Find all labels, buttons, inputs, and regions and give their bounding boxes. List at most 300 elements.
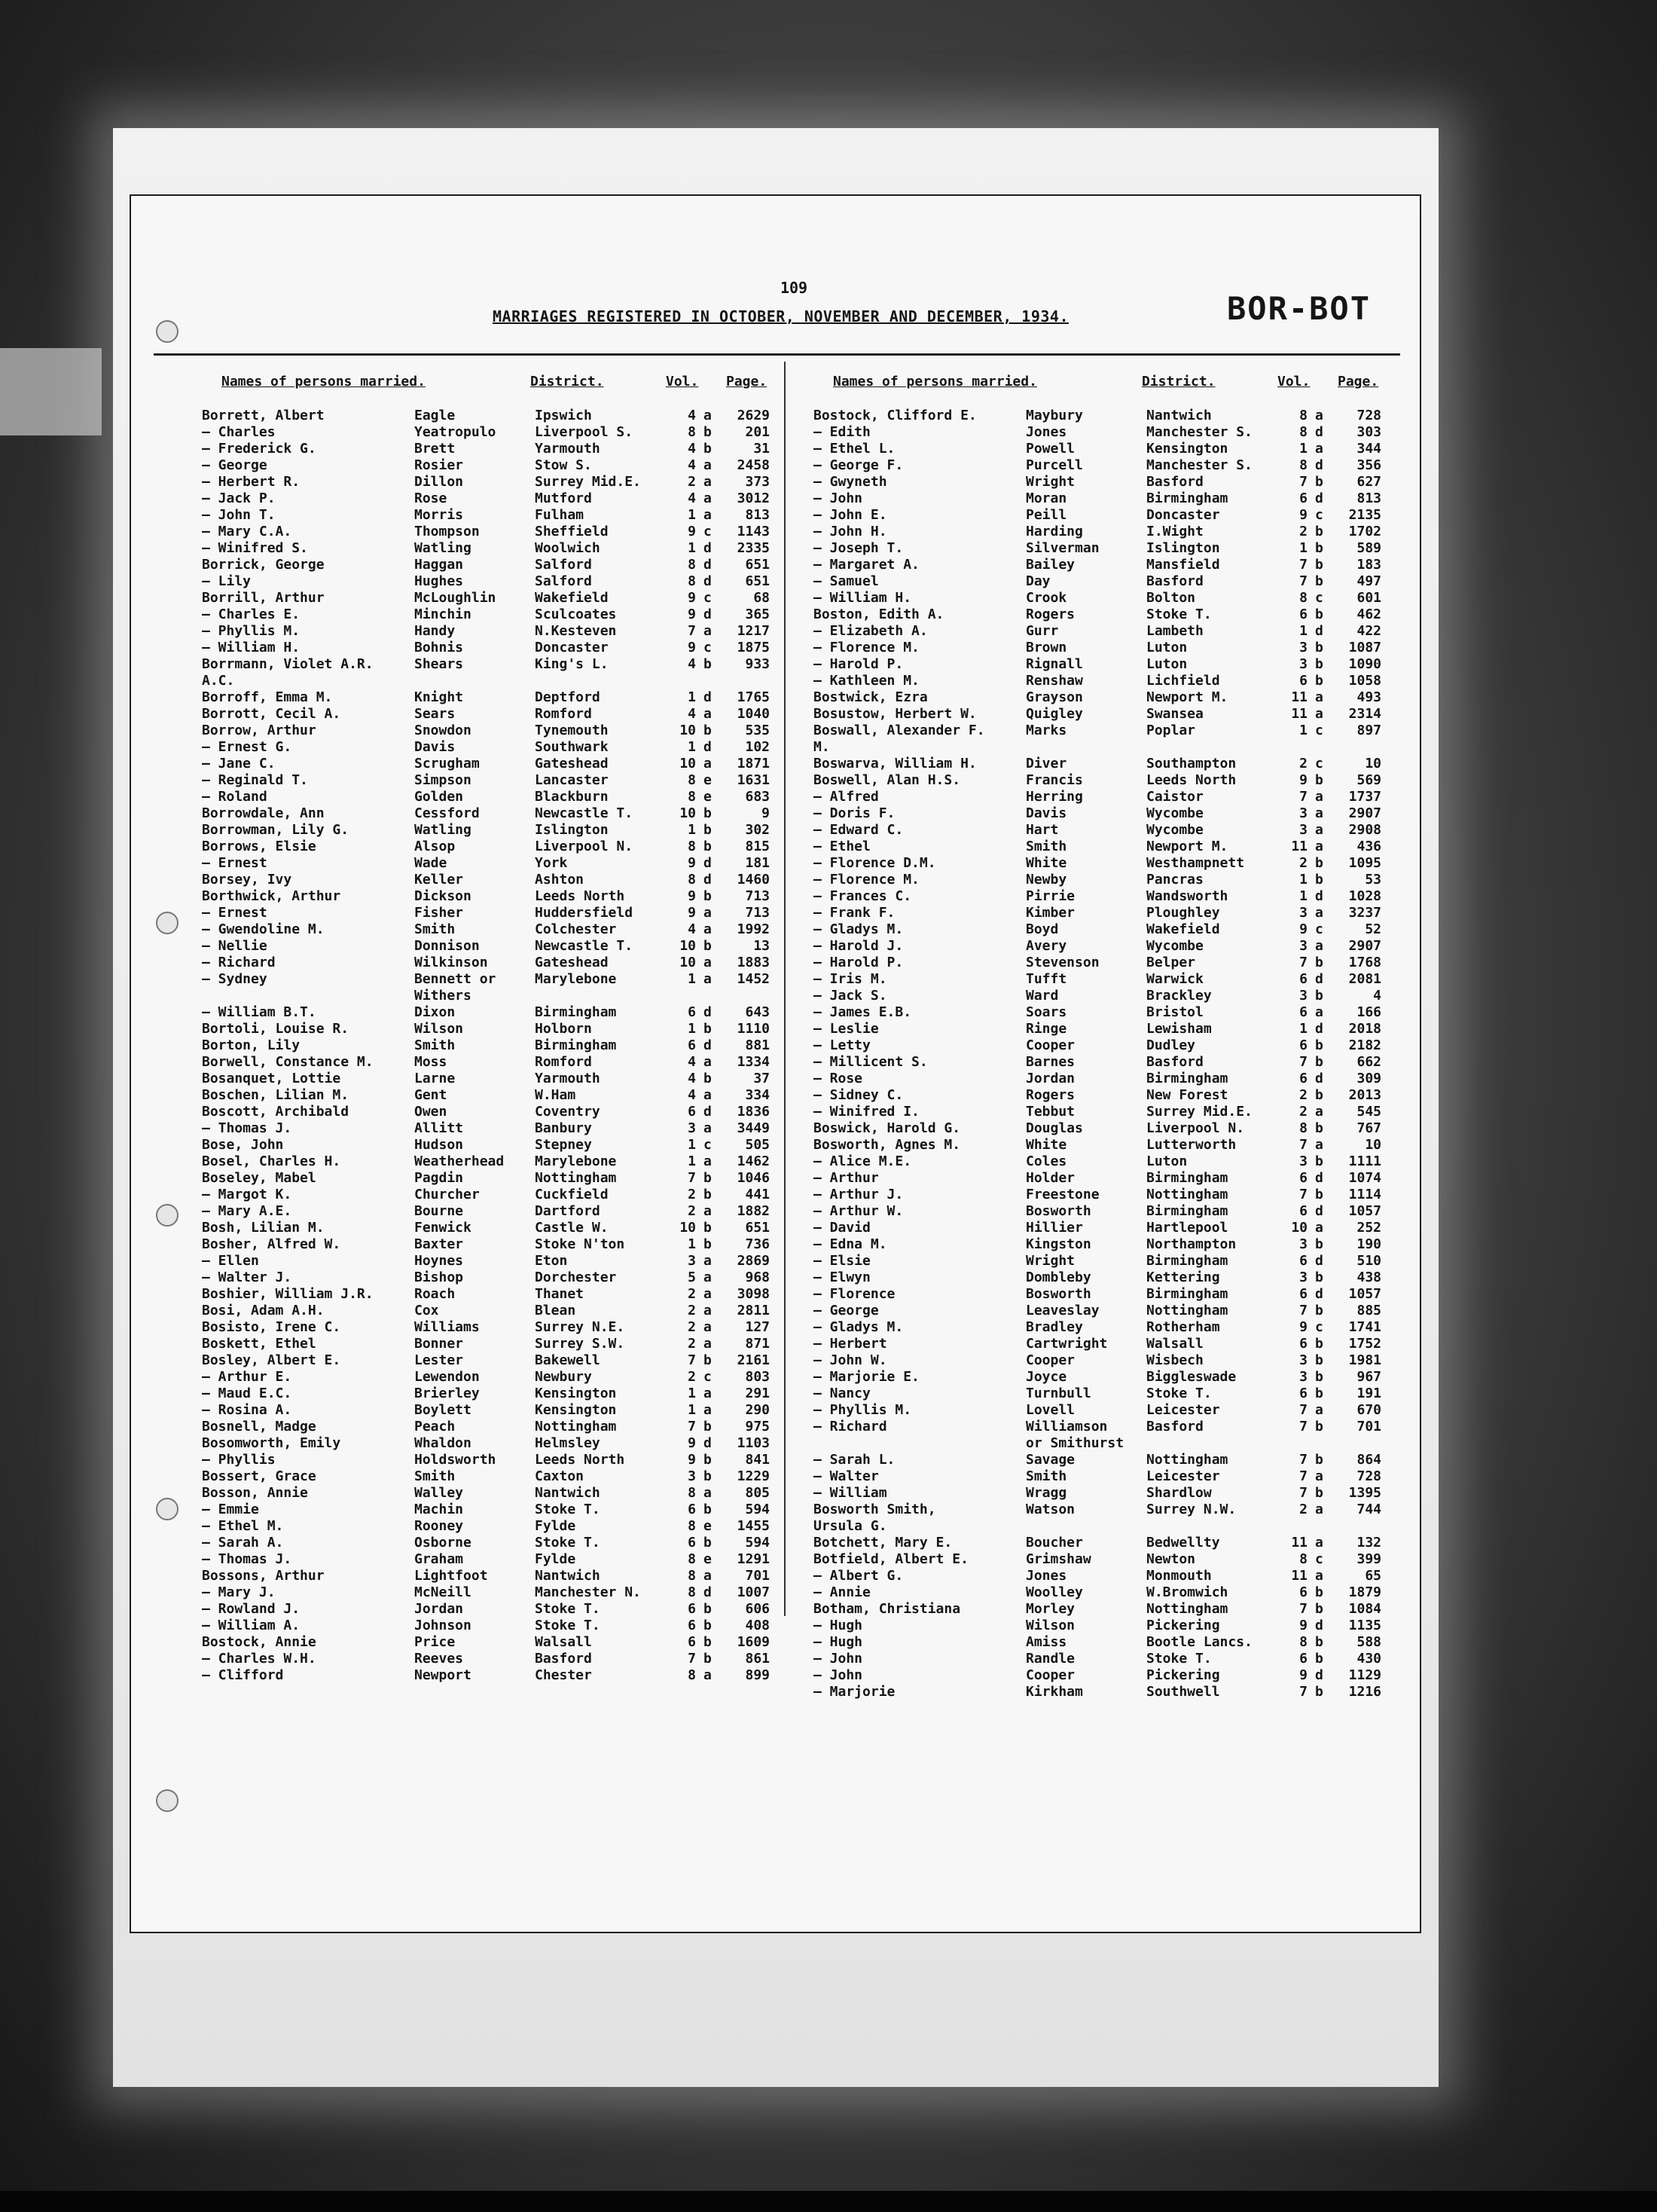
entry-volume: 10 xyxy=(679,756,696,771)
entry-name: — Harold P. xyxy=(813,955,904,970)
entry-volume: 9 xyxy=(1299,507,1308,523)
entry-name: — Doris F. xyxy=(813,805,896,821)
entry-district: Surrey N.E. xyxy=(535,1319,625,1335)
entry-spouse-surname: Morris xyxy=(414,507,464,523)
entry-volume: 2 xyxy=(688,1286,696,1302)
entry-volume-letter: a xyxy=(1315,1104,1323,1120)
entry-volume: 2 xyxy=(1299,1087,1308,1103)
entry-name: — Charles W.H. xyxy=(202,1651,316,1667)
entry-page: 1334 xyxy=(737,1054,770,1070)
entry-spouse-surname: Hughes xyxy=(414,573,464,589)
register-entry xyxy=(813,955,1386,971)
register-entry xyxy=(813,1485,1386,1502)
entry-district: Blackburn xyxy=(535,789,609,805)
entry-page: 1046 xyxy=(737,1170,770,1186)
entry-spouse-surname: Smith xyxy=(1026,839,1067,854)
entry-name: Bosi, Adam A.H. xyxy=(202,1303,325,1318)
register-entry xyxy=(813,573,1386,590)
entry-volume: 8 xyxy=(1299,1551,1308,1567)
entry-spouse-surname: Pirrie xyxy=(1026,888,1076,904)
entry-district: Chester xyxy=(535,1667,592,1683)
entry-volume-letter: b xyxy=(1315,772,1323,788)
register-entry xyxy=(813,1518,1386,1535)
entry-district: Poplar xyxy=(1146,723,1196,738)
entry-name: — Ethel xyxy=(813,839,871,854)
entry-volume: 7 xyxy=(688,1352,696,1368)
entry-volume-letter: a xyxy=(1315,408,1323,423)
entry-district: Lichfield xyxy=(1146,673,1220,689)
entry-name: Bosley, Albert E. xyxy=(202,1352,341,1368)
entry-page: 651 xyxy=(745,573,770,589)
entry-page: 436 xyxy=(1356,839,1381,854)
entry-name: — Frances C. xyxy=(813,888,912,904)
entry-district: Holborn xyxy=(535,1021,592,1037)
entry-page: 53 xyxy=(1365,872,1381,888)
register-entry xyxy=(202,1054,774,1071)
register-entry xyxy=(202,805,774,822)
entry-volume-letter: d xyxy=(703,739,712,755)
entry-name: — Richard xyxy=(813,1419,887,1434)
entry-page: 132 xyxy=(1356,1535,1381,1551)
entry-district: Doncaster xyxy=(1146,507,1220,523)
entry-volume: 9 xyxy=(688,888,696,904)
entry-district: Nottingham xyxy=(1146,1303,1228,1318)
entry-volume: 3 xyxy=(1299,822,1308,838)
entry-district: Basford xyxy=(1146,1419,1204,1434)
register-entry xyxy=(813,1535,1386,1551)
entry-volume-letter: a xyxy=(703,457,712,473)
entry-volume-letter: c xyxy=(703,1137,712,1153)
entry-volume: 1 xyxy=(688,1137,696,1153)
entry-volume: 4 xyxy=(688,457,696,473)
entry-name: Boshier, William J.R. xyxy=(202,1286,374,1302)
entry-page: 728 xyxy=(1356,1468,1381,1484)
entry-name: — Phyllis M. xyxy=(202,623,301,639)
entry-page: 871 xyxy=(745,1336,770,1352)
entry-spouse-surname: Golden xyxy=(414,789,464,805)
entry-volume-letter: a xyxy=(703,1120,712,1136)
entry-spouse-surname: Holdsworth xyxy=(414,1452,496,1468)
register-entry xyxy=(202,673,774,689)
entry-spouse-surname: Davis xyxy=(1026,805,1067,821)
entry-district: Bootle Lancs. xyxy=(1146,1634,1253,1650)
register-entry xyxy=(202,1037,774,1054)
entry-name: — Arthur W. xyxy=(813,1203,904,1219)
register-entry xyxy=(813,921,1386,938)
entry-district: Ashton xyxy=(535,872,584,888)
entry-name: — John H. xyxy=(813,524,887,539)
entry-volume-letter: d xyxy=(703,872,712,888)
entry-page: 2018 xyxy=(1348,1021,1381,1037)
entry-district: Ploughley xyxy=(1146,905,1220,921)
entry-spouse-surname: Rosier xyxy=(414,457,464,473)
entry-district: Warwick xyxy=(1146,971,1204,987)
entry-spouse-surname: Lovell xyxy=(1026,1402,1076,1418)
entry-volume-letter: a xyxy=(703,1568,712,1584)
entry-page: 302 xyxy=(745,822,770,838)
entry-volume-letter: b xyxy=(1315,1684,1323,1700)
entry-district: Wycombe xyxy=(1146,822,1204,838)
entry-spouse-surname: Shears xyxy=(414,656,464,672)
entry-page: 2458 xyxy=(737,457,770,473)
entry-volume: 8 xyxy=(688,1485,696,1501)
entry-district: Mutford xyxy=(535,490,592,506)
entry-volume-letter: a xyxy=(1315,938,1323,954)
entry-name: Borrott, Cecil A. xyxy=(202,706,341,722)
entry-name: — Ernest xyxy=(202,905,267,921)
register-entry xyxy=(813,457,1386,474)
entry-spouse-surname: Freestone xyxy=(1026,1187,1100,1202)
entry-volume-letter: b xyxy=(703,888,712,904)
entry-name: Borrowdale, Ann xyxy=(202,805,325,821)
page-title: MARRIAGES REGISTERED IN OCTOBER, NOVEMBER AND DECEMBER, 1934. xyxy=(493,307,1070,325)
entry-volume-letter: b xyxy=(703,441,712,457)
entry-volume-letter: b xyxy=(1315,1419,1323,1434)
entry-name: — Ethel M. xyxy=(202,1518,284,1534)
entry-district: Salford xyxy=(535,573,592,589)
entry-spouse-surname: Quigley xyxy=(1026,706,1083,722)
entry-spouse-surname: Lester xyxy=(414,1352,464,1368)
register-entry xyxy=(813,888,1386,905)
register-entry xyxy=(813,1087,1386,1104)
entry-district: Ipswich xyxy=(535,408,592,423)
register-entry xyxy=(202,839,774,855)
register-entry xyxy=(813,1269,1386,1286)
register-entry xyxy=(813,1634,1386,1651)
entry-page: 373 xyxy=(745,474,770,490)
entry-volume: 1 xyxy=(688,689,696,705)
entry-page: 2335 xyxy=(737,540,770,556)
entry-volume: 9 xyxy=(688,855,696,871)
entry-volume-letter: b xyxy=(703,1452,712,1468)
entry-spouse-surname: Haggan xyxy=(414,557,464,573)
entry-volume-letter: a xyxy=(1315,689,1323,705)
register-entry xyxy=(202,723,774,739)
entry-page: 588 xyxy=(1356,1634,1381,1650)
entry-volume: 6 xyxy=(1299,1037,1308,1053)
entry-name: Bosustow, Herbert W. xyxy=(813,706,977,722)
entry-volume-letter: c xyxy=(703,1369,712,1385)
entry-spouse-surname: Gent xyxy=(414,1087,447,1103)
entry-volume-letter: d xyxy=(1315,424,1323,440)
entry-name: — Sidney C. xyxy=(813,1087,904,1103)
entry-spouse-surname: Moss xyxy=(414,1054,447,1070)
entry-volume: 11 xyxy=(1291,706,1308,722)
entry-page: 1462 xyxy=(737,1153,770,1169)
punch-hole xyxy=(156,912,179,934)
entry-spouse-surname: Hoynes xyxy=(414,1253,464,1269)
register-entry xyxy=(813,1319,1386,1336)
entry-page: 1452 xyxy=(737,971,770,987)
entry-district: Islington xyxy=(535,822,609,838)
entry-spouse-surname: Smith xyxy=(414,1468,456,1484)
register-entry xyxy=(202,441,774,457)
entry-spouse-surname: Powell xyxy=(1026,441,1076,457)
entry-name: Bosel, Charles H. xyxy=(202,1153,341,1169)
register-entry xyxy=(202,1402,774,1419)
entry-district: Stoke N'ton xyxy=(535,1236,625,1252)
entry-spouse-surname: Dixon xyxy=(414,1004,456,1020)
register-entry xyxy=(813,490,1386,507)
entry-volume: 3 xyxy=(1299,1369,1308,1385)
register-entry xyxy=(202,955,774,971)
surname-range-code: BOR-BOT xyxy=(1227,290,1372,327)
entry-district: York xyxy=(535,855,568,871)
entry-name: Bosomworth, Emily xyxy=(202,1435,341,1451)
entry-volume: 7 xyxy=(1299,474,1308,490)
entry-spouse-surname: Joyce xyxy=(1026,1369,1067,1385)
entry-page: 1057 xyxy=(1348,1286,1381,1302)
entry-name: — Ethel L. xyxy=(813,441,896,457)
entry-volume-letter: a xyxy=(1315,805,1323,821)
entry-spouse-surname: Donnison xyxy=(414,938,480,954)
entry-page: 1135 xyxy=(1348,1618,1381,1633)
entry-volume-letter: b xyxy=(703,1021,712,1037)
entry-page: 1058 xyxy=(1348,673,1381,689)
punch-hole xyxy=(156,1789,179,1812)
entry-volume: 1 xyxy=(1299,723,1308,738)
entry-district: Banbury xyxy=(535,1120,592,1136)
entry-page: 1879 xyxy=(1348,1584,1381,1600)
register-entry xyxy=(813,1286,1386,1303)
entry-name: Borsey, Ivy xyxy=(202,872,292,888)
entry-district: Nottingham xyxy=(1146,1187,1228,1202)
entry-name: — Mary C.A. xyxy=(202,524,292,539)
entry-spouse-surname: Harding xyxy=(1026,524,1083,539)
register-entry xyxy=(813,590,1386,606)
entry-page: 1028 xyxy=(1348,888,1381,904)
entry-volume-letter: a xyxy=(703,1667,712,1683)
entry-district: Helmsley xyxy=(535,1435,600,1451)
entry-spouse-surname: Weatherhead xyxy=(414,1153,505,1169)
entry-district: Wakefield xyxy=(1146,921,1220,937)
entry-volume: 2 xyxy=(688,1187,696,1202)
entry-page: 1631 xyxy=(737,772,770,788)
entry-spouse-surname: Wright xyxy=(1026,1253,1076,1269)
entry-volume: 8 xyxy=(1299,457,1308,473)
entry-district: Basford xyxy=(535,1651,592,1667)
entry-volume: 2 xyxy=(1299,756,1308,771)
register-entry xyxy=(813,1137,1386,1153)
entry-volume-letter: e xyxy=(703,772,712,788)
entry-spouse-surname: Thompson xyxy=(414,524,480,539)
register-entry xyxy=(813,855,1386,872)
entry-page: 462 xyxy=(1356,606,1381,622)
entry-page: 9 xyxy=(761,805,770,821)
entry-name: Bostock, Clifford E. xyxy=(813,408,977,423)
entry-page: 815 xyxy=(745,839,770,854)
entry-volume-letter: b xyxy=(1315,1269,1323,1285)
entry-volume: 8 xyxy=(688,772,696,788)
entry-volume: 1 xyxy=(688,1402,696,1418)
entry-volume-letter: b xyxy=(703,1220,712,1236)
entry-spouse-surname: Jones xyxy=(1026,424,1067,440)
entry-volume-letter: b xyxy=(1315,1386,1323,1401)
entry-volume: 6 xyxy=(688,1535,696,1551)
entry-spouse-surname: Maybury xyxy=(1026,408,1083,423)
entry-page: 803 xyxy=(745,1369,770,1385)
entry-district: Wakefield xyxy=(535,590,609,606)
entry-volume: 3 xyxy=(688,1253,696,1269)
entry-page: 31 xyxy=(753,441,770,457)
entry-name: — George F. xyxy=(813,457,904,473)
register-entry xyxy=(202,1153,774,1170)
entry-district: Swansea xyxy=(1146,706,1204,722)
entry-name: Bosisto, Irene C. xyxy=(202,1319,341,1335)
entry-volume: 10 xyxy=(679,723,696,738)
entry-page: 201 xyxy=(745,424,770,440)
entry-page: 4 xyxy=(1373,988,1381,1004)
register-entry xyxy=(202,1319,774,1336)
entry-volume-letter: c xyxy=(1315,590,1323,606)
entry-spouse-surname: Bishop xyxy=(414,1269,464,1285)
entry-spouse-surname: Leaveslay xyxy=(1026,1303,1100,1318)
entry-district: Southampton xyxy=(1146,756,1237,771)
register-entry xyxy=(202,490,774,507)
entry-volume-letter: a xyxy=(703,474,712,490)
register-entry xyxy=(202,1568,774,1584)
entry-district: Nottingham xyxy=(535,1170,617,1186)
entry-district: Southwell xyxy=(1146,1684,1220,1700)
entry-volume: 1 xyxy=(1299,441,1308,457)
register-entry xyxy=(202,1352,774,1369)
register-entry xyxy=(813,1071,1386,1087)
entry-volume: 6 xyxy=(1299,971,1308,987)
register-entry xyxy=(202,474,774,490)
entry-volume: 2 xyxy=(688,1303,696,1318)
register-entry xyxy=(202,1004,774,1021)
entry-volume: 3 xyxy=(1299,988,1308,1004)
entry-name: — Samuel xyxy=(813,573,879,589)
entry-page: 975 xyxy=(745,1419,770,1434)
entry-spouse-surname: Hillier xyxy=(1026,1220,1083,1236)
entry-volume-letter: a xyxy=(1315,1535,1323,1551)
entry-name: Bose, John xyxy=(202,1137,284,1153)
entry-volume-letter: c xyxy=(1315,507,1323,523)
register-entry xyxy=(202,1071,774,1087)
entry-volume-letter: a xyxy=(703,1153,712,1169)
entry-volume-letter: e xyxy=(703,789,712,805)
entry-spouse-surname: Sears xyxy=(414,706,456,722)
entry-volume-letter: b xyxy=(1315,1054,1323,1070)
entry-district: Stoke T. xyxy=(1146,606,1212,622)
entry-volume: 7 xyxy=(1299,1054,1308,1070)
register-entry xyxy=(202,739,774,756)
entry-district: Hartlepool xyxy=(1146,1220,1228,1236)
register-entry xyxy=(813,557,1386,573)
entry-page: 1768 xyxy=(1348,955,1381,970)
entry-spouse-surname: Osborne xyxy=(414,1535,471,1551)
register-entry xyxy=(202,706,774,723)
register-entry xyxy=(202,872,774,888)
entry-volume: 9 xyxy=(688,905,696,921)
register-entry xyxy=(202,888,774,905)
entry-spouse-surname: Dickson xyxy=(414,888,471,904)
entry-district: Belper xyxy=(1146,955,1196,970)
entry-page: 334 xyxy=(745,1087,770,1103)
register-entry xyxy=(202,557,774,573)
entry-volume-letter: a xyxy=(703,921,712,937)
entry-name: — Phyllis xyxy=(202,1452,276,1468)
entry-volume: 3 xyxy=(1299,1236,1308,1252)
register-entry xyxy=(202,1253,774,1269)
entry-name: — James E.B. xyxy=(813,1004,912,1020)
entry-spouse-surname: Eagle xyxy=(414,408,456,423)
entry-district: Rotherham xyxy=(1146,1319,1220,1335)
register-entry xyxy=(202,640,774,656)
entry-name: Bostwick, Ezra xyxy=(813,689,928,705)
entry-page: 897 xyxy=(1356,723,1381,738)
entry-volume-letter: a xyxy=(703,1054,712,1070)
entry-district: Islington xyxy=(1146,540,1220,556)
entry-page: 1992 xyxy=(737,921,770,937)
entry-volume: 11 xyxy=(1291,839,1308,854)
entry-page: 3012 xyxy=(737,490,770,506)
entry-page: 422 xyxy=(1356,623,1381,639)
entry-page: 713 xyxy=(745,905,770,921)
entry-district: Brackley xyxy=(1146,988,1212,1004)
entry-district: Northampton xyxy=(1146,1236,1237,1252)
entry-district: Basford xyxy=(1146,573,1204,589)
entry-page: 1455 xyxy=(737,1518,770,1534)
register-entry xyxy=(813,1303,1386,1319)
entry-district: Bakewell xyxy=(535,1352,600,1368)
entry-district: Bolton xyxy=(1146,590,1196,606)
entry-district: Kensington xyxy=(1146,441,1228,457)
entry-spouse-surname: Snowdon xyxy=(414,723,471,738)
entry-volume-letter: b xyxy=(1315,1584,1323,1600)
register-entry xyxy=(813,1584,1386,1601)
register-entry xyxy=(813,1236,1386,1253)
entry-name: — Hugh xyxy=(813,1634,863,1650)
entry-volume-letter: b xyxy=(703,1352,712,1368)
entry-district: Bristol xyxy=(1146,1004,1204,1020)
entry-name: — David xyxy=(813,1220,871,1236)
entry-name: — Sarah L. xyxy=(813,1452,896,1468)
register-entry xyxy=(813,623,1386,640)
entry-spouse-surname: Cooper xyxy=(1026,1037,1076,1053)
entry-volume-letter: a xyxy=(1315,1468,1323,1484)
register-entry xyxy=(813,1253,1386,1269)
register-entry xyxy=(813,424,1386,441)
entry-volume: 2 xyxy=(1299,1104,1308,1120)
entry-spouse-surname: Yeatropulo xyxy=(414,424,496,440)
register-entry xyxy=(202,1518,774,1535)
entry-volume-letter: b xyxy=(1315,1236,1323,1252)
register-entry xyxy=(813,723,1386,739)
entry-page: 594 xyxy=(745,1535,770,1551)
entry-district: Sculcoates xyxy=(535,606,617,622)
entry-volume: 1 xyxy=(1299,623,1308,639)
register-entry xyxy=(813,1618,1386,1634)
entry-volume: 8 xyxy=(688,1518,696,1534)
entry-name: Boseley, Mabel xyxy=(202,1170,316,1186)
entry-district: Leicester xyxy=(1146,1402,1220,1418)
entry-spouse-surname: Davis xyxy=(414,739,456,755)
entry-page: 365 xyxy=(745,606,770,622)
entry-volume: 6 xyxy=(1299,1286,1308,1302)
entry-volume-letter: b xyxy=(703,938,712,954)
title-rule xyxy=(154,353,1400,356)
entry-volume-letter: b xyxy=(1315,1087,1323,1103)
right-column-entries xyxy=(813,408,1386,1700)
entry-volume-letter: b xyxy=(703,1170,712,1186)
entry-page: 309 xyxy=(1356,1071,1381,1086)
entry-district: Monmouth xyxy=(1146,1568,1212,1584)
entry-volume: 3 xyxy=(1299,1269,1308,1285)
register-entry xyxy=(202,507,774,524)
entry-district: Mansfield xyxy=(1146,557,1220,573)
